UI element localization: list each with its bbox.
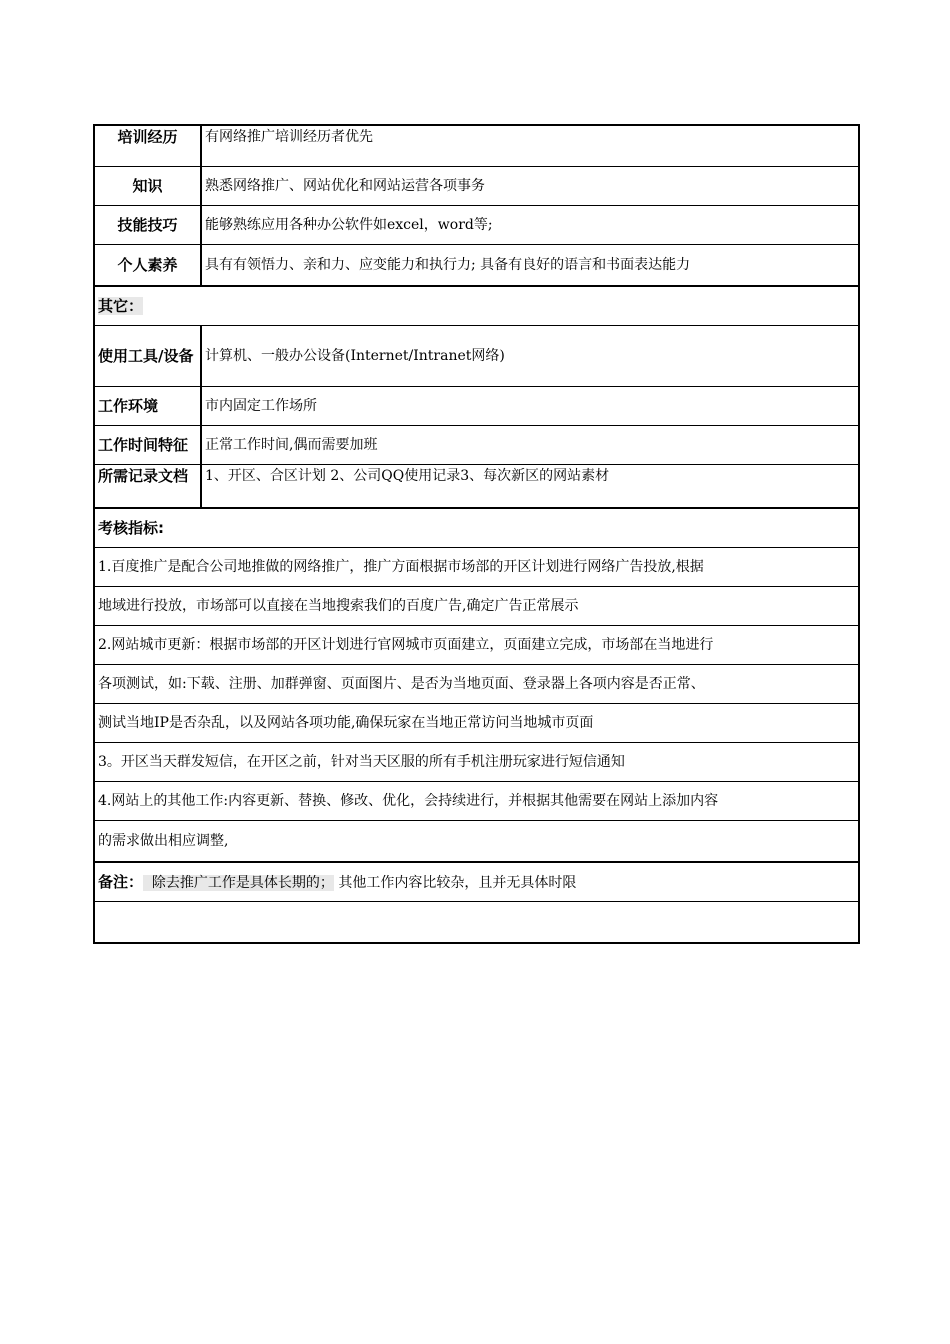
row-skills <box>94 206 859 245</box>
row-kpi-line <box>94 704 859 743</box>
value-time: 正常工作时间,偶而需要加班 <box>201 426 859 465</box>
section-other-title <box>94 286 859 326</box>
label-tools: 使用工具/设备 <box>94 326 201 387</box>
label-records: 所需记录文档 <box>94 465 201 509</box>
label-qualities: 个人素养 <box>94 245 201 287</box>
row-kpi-line <box>94 743 859 782</box>
row-kpi-title <box>94 508 859 548</box>
row-kpi-line <box>94 587 859 626</box>
row-time <box>94 426 859 465</box>
remark-text-1: 除去推广工作是具体长期的； <box>143 874 334 891</box>
kpi-line-4: 各项测试，如:下载、注册、加群弹窗、页面图片、是否为当地页面、登录器上各项内容是否正常、 <box>94 665 859 704</box>
label-training: 培训经历 <box>94 125 201 167</box>
value-tools: 计算机、一般办公设备(Internet/Intranet网络) <box>201 326 859 387</box>
value-environment: 市内固定工作场所 <box>201 387 859 426</box>
remark-text-2: 其他工作内容比较杂，且并无具体时限 <box>333 874 577 891</box>
kpi-line-1: 1.百度推广是配合公司地推做的网络推广，推广方面根据市场部的开区计划进行网络广告投放,根据 <box>94 548 859 587</box>
value-qualities: 具有有领悟力、亲和力、应变能力和执行力; 具备有良好的语言和书面表达能力 <box>201 245 859 287</box>
row-records <box>94 465 859 509</box>
kpi-line-8: 的需求做出相应调整, <box>94 821 859 863</box>
row-kpi-line <box>94 626 859 665</box>
row-training <box>94 125 859 167</box>
empty-cell <box>94 902 859 944</box>
label-knowledge: 知识 <box>94 167 201 206</box>
value-knowledge: 熟悉网络推广、网站优化和网站运营各项事务 <box>201 167 859 206</box>
other-title-text: 其它： <box>98 297 144 315</box>
section-kpi-title: 考核指标: <box>94 508 859 548</box>
kpi-line-6: 3。开区当天群发短信，在开区之前，针对当天区服的所有手机注册玩家进行短信通知 <box>94 743 859 782</box>
job-description-table <box>93 124 860 944</box>
value-skills: 能够熟练应用各种办公软件如excel，word等; <box>201 206 859 245</box>
row-kpi-line <box>94 782 859 821</box>
remark-cell <box>94 862 859 902</box>
row-environment <box>94 387 859 426</box>
row-other-title <box>94 286 859 326</box>
label-environment: 工作环境 <box>94 387 201 426</box>
row-knowledge <box>94 167 859 206</box>
kpi-line-2: 地域进行投放，市场部可以直接在当地搜索我们的百度广告,确定广告正常展示 <box>94 587 859 626</box>
value-records: 1、开区、合区计划 2、公司QQ使用记录3、每次新区的网站素材 <box>201 465 859 509</box>
kpi-line-5: 测试当地IP是否杂乱，以及网站各项功能,确保玩家在当地正常访问当地城市页面 <box>94 704 859 743</box>
row-remark <box>94 862 859 902</box>
row-kpi-line <box>94 548 859 587</box>
label-skills: 技能技巧 <box>94 206 201 245</box>
row-qualities <box>94 245 859 287</box>
row-tools <box>94 326 859 387</box>
remark-label: 备注： <box>98 872 144 891</box>
job-description-document <box>93 124 858 944</box>
row-kpi-line <box>94 665 859 704</box>
row-kpi-line <box>94 821 859 863</box>
label-time: 工作时间特征 <box>94 426 201 465</box>
kpi-line-3: 2.网站城市更新：根据市场部的开区计划进行官网城市页面建立，页面建立完成，市场部在当地进行 <box>94 626 859 665</box>
row-empty <box>94 902 859 944</box>
value-training: 有网络推广培训经历者优先 <box>201 125 859 167</box>
kpi-line-7: 4.网站上的其他工作:内容更新、替换、修改、优化，会持续进行，并根据其他需要在网站上添加内容 <box>94 782 859 821</box>
